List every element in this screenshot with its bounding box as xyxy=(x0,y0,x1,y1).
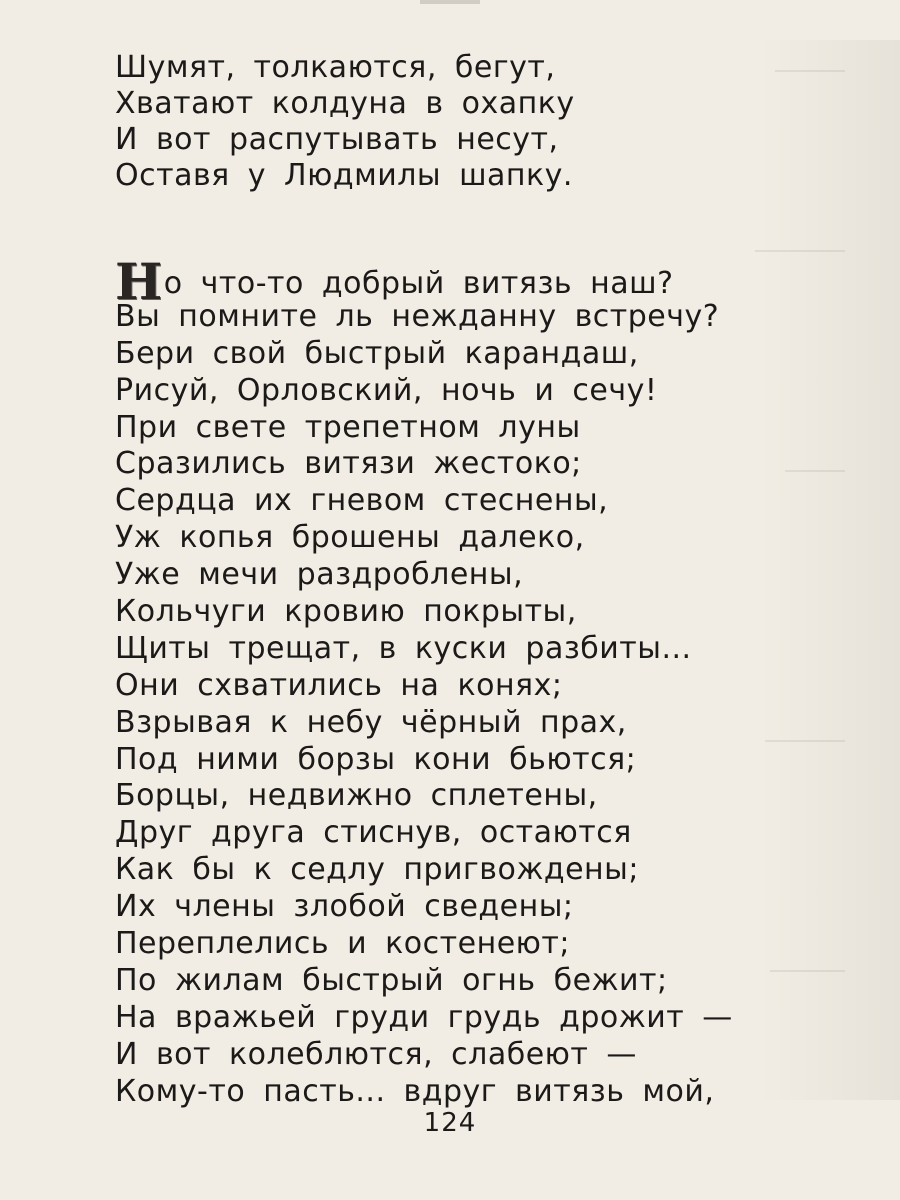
verse-line: Взрывая к небу чёрный прах, xyxy=(115,704,627,740)
verse-line: Хватают колдуна в охапку xyxy=(115,86,575,121)
verse-line: Под ними борзы кони бьются; xyxy=(115,741,637,777)
verse-line: Они схватились на конях; xyxy=(115,667,563,703)
page-edge-mark xyxy=(420,0,480,4)
bleed-line xyxy=(765,740,845,742)
verse-line: И вот распутывать несут, xyxy=(115,122,559,157)
verse-line: Переплелись и костенеют; xyxy=(115,926,570,962)
bleed-line xyxy=(775,70,845,72)
verse-line: Друг друга стиснув, остаются xyxy=(115,815,632,851)
verse-line: Оставя у Людмилы шапку. xyxy=(115,158,573,193)
verse-line: И вот колеблются, слабеют — xyxy=(115,1036,637,1072)
verse-line: На вражьей груди грудь дрожит — xyxy=(115,999,733,1035)
verse-line: При свете трепетном луны xyxy=(115,409,581,445)
verse-line: Кому-то пасть... вдруг витязь мой, xyxy=(115,1073,715,1109)
bleed-line xyxy=(770,970,845,972)
verse-line: Сердца их гневом стеснены, xyxy=(115,483,609,519)
bleed-line xyxy=(755,250,845,252)
stanza-2 xyxy=(115,252,733,1110)
verse-line: Щиты трещат, в куски разбиты... xyxy=(115,630,692,666)
verse-line: Их члены злобой сведены; xyxy=(115,889,574,925)
verse-line: Вы помните ль нежданну встречу? xyxy=(115,298,720,334)
verse-line: Бери свой быстрый карандаш, xyxy=(115,335,639,371)
verse-line-first xyxy=(115,252,733,311)
bleed-through-shade xyxy=(760,40,900,1100)
verse-line: Уж копья брошены далеко, xyxy=(115,520,585,556)
verse-line: Шумят, толкаются, бегут, xyxy=(115,50,556,85)
stanza-1 xyxy=(115,50,575,194)
verse-line: Кольчуги кровию покрыты, xyxy=(115,594,577,630)
verse-line: Борцы, недвижно сплетены, xyxy=(115,778,598,814)
drop-cap: Н xyxy=(115,252,163,311)
bleed-line xyxy=(785,470,845,472)
verse-line: По жилам быстрый огнь бежит; xyxy=(115,962,668,998)
verse-line: Уже мечи раздроблены, xyxy=(115,557,524,593)
verse-line: Как бы к седлу пригвождены; xyxy=(115,852,639,888)
verse-line-first-text: о что-то добрый витязь наш? xyxy=(163,266,674,301)
verse-line: Сразились витязи жестоко; xyxy=(115,446,582,482)
page-number: 124 xyxy=(423,1108,477,1138)
verse-line: Рисуй, Орловский, ночь и сечу! xyxy=(115,372,658,408)
